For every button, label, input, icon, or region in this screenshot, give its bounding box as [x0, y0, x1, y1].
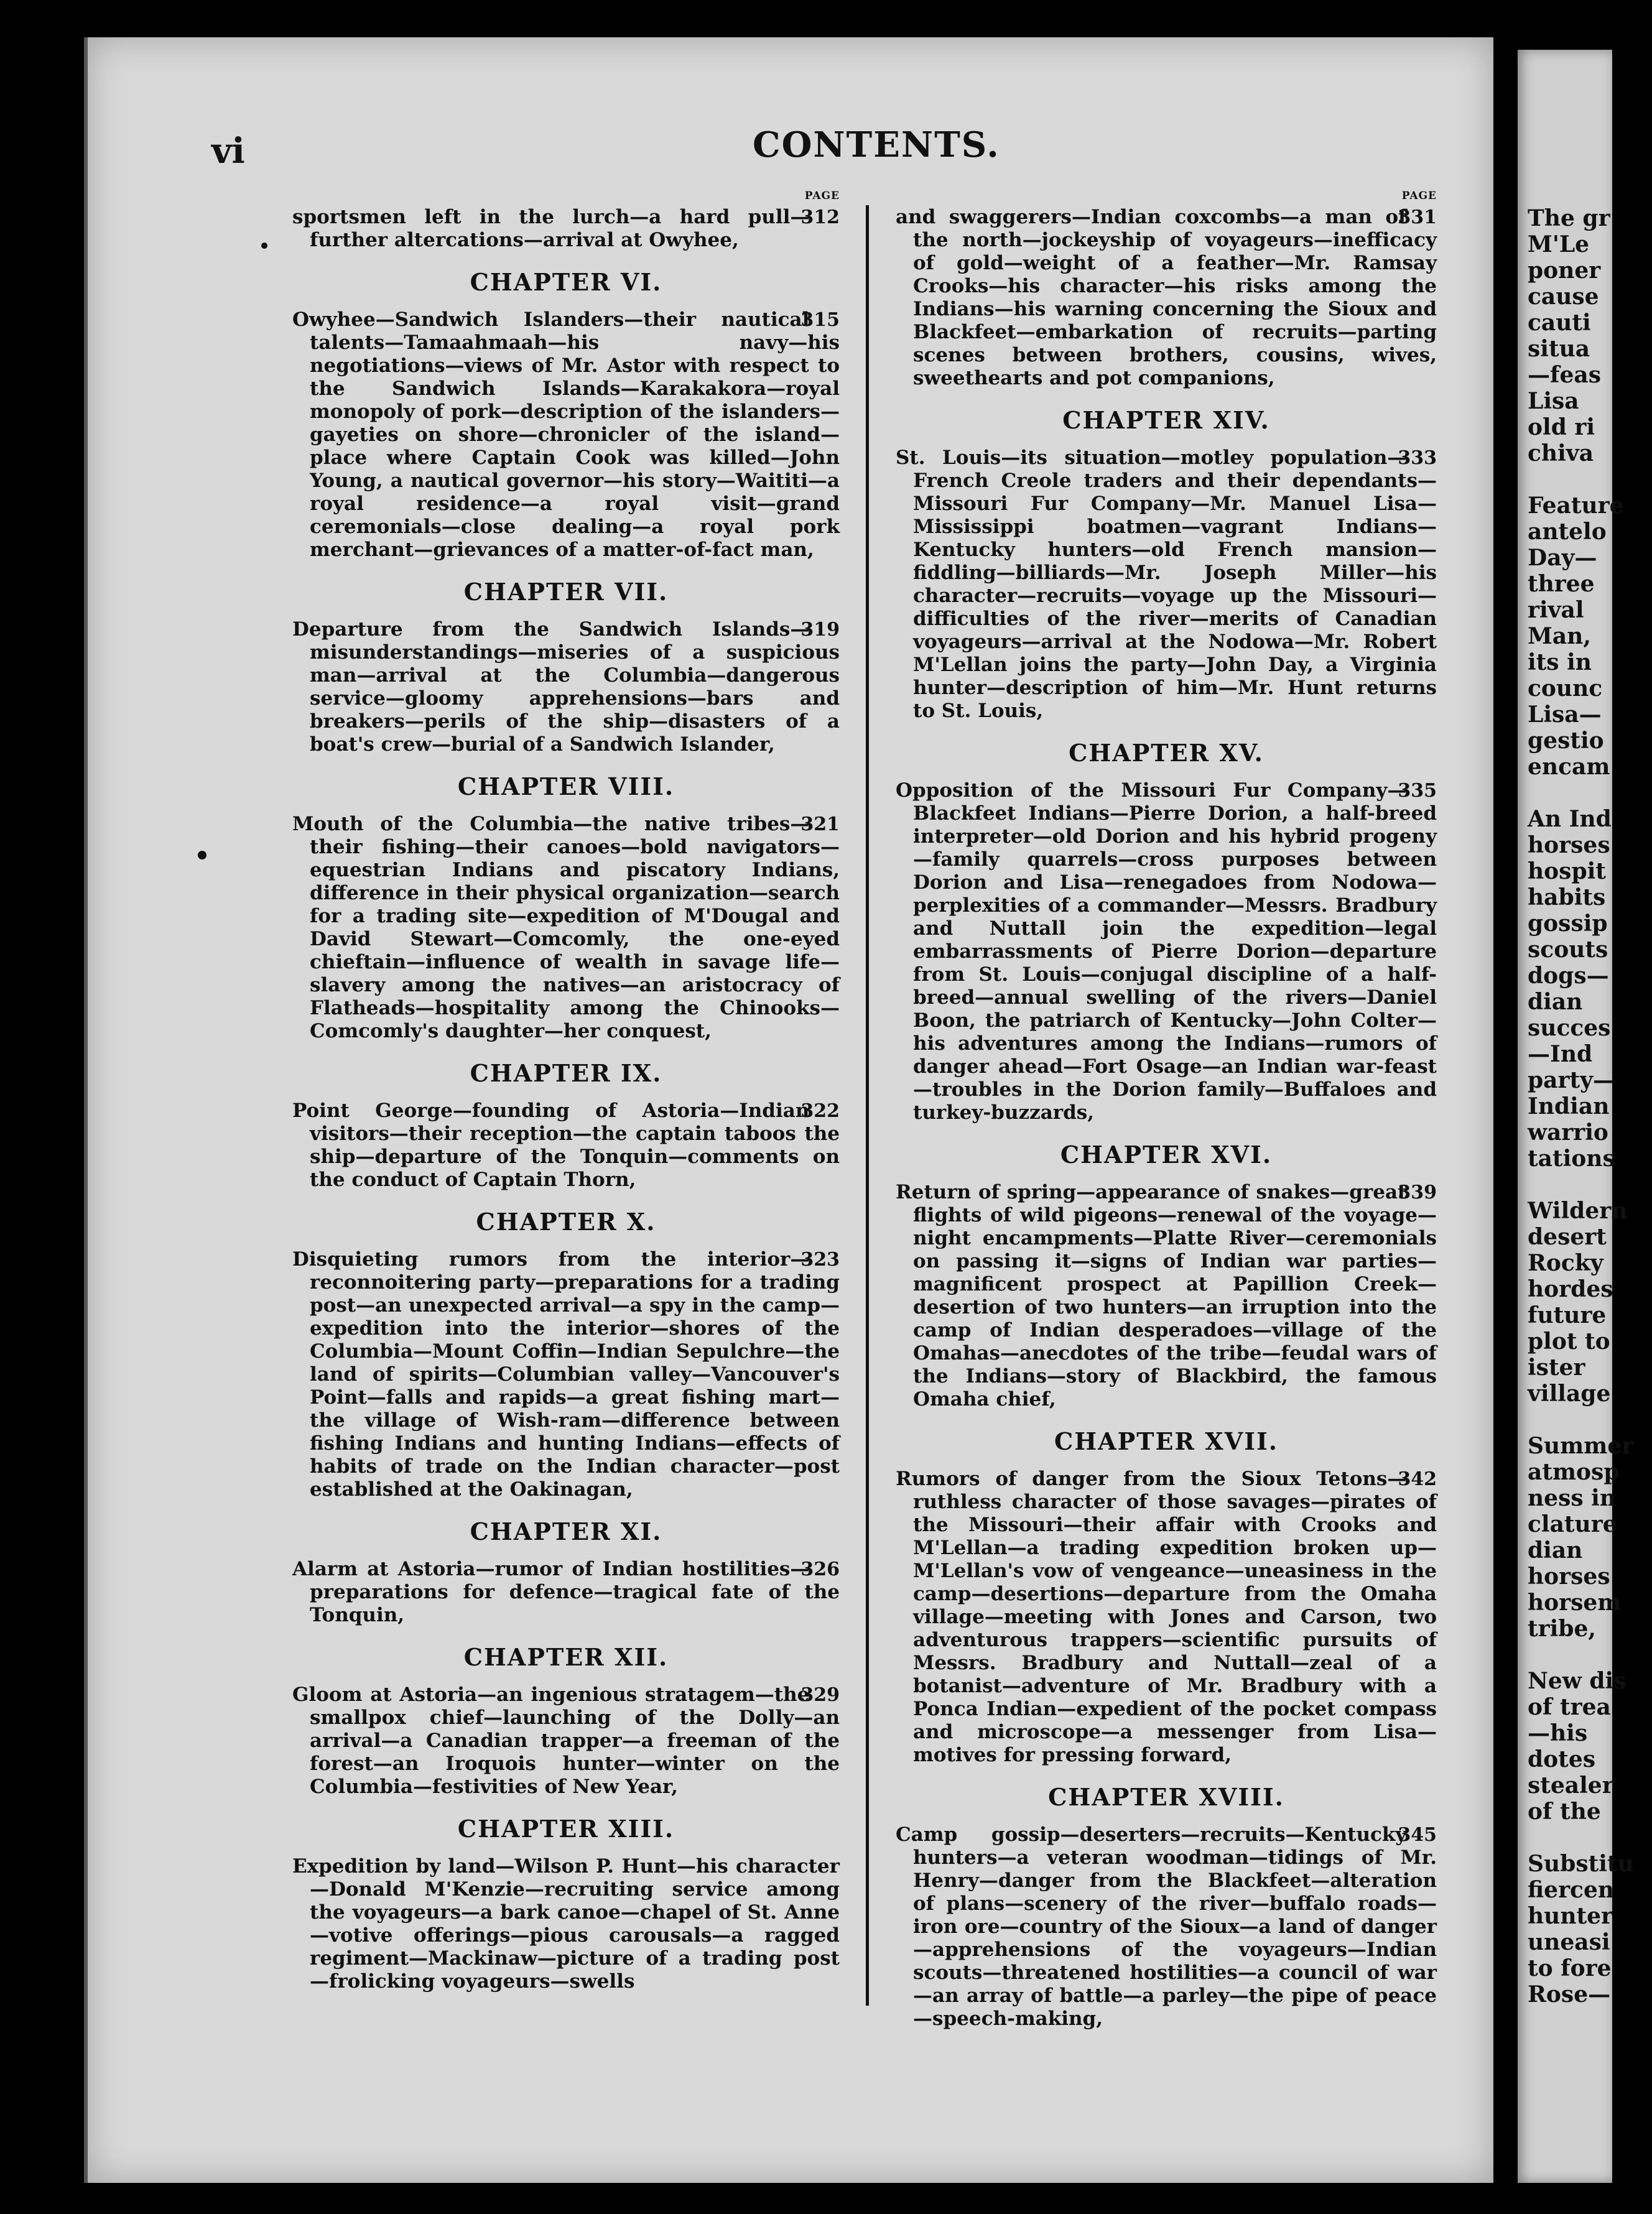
summary-text: Disquieting rumors from the interior—reconnoitering party—preparations for a trading post—an unexpected arrival—a spy in the camp—expedition into the interior—shores of the Columbia—Mount Coffin—Indian Sepulchre—the land of spirits—Columbian valley—Vancouver's Point—falls and rapids—a great fishing mart—the village of Wish-ram—difference between fishing Indians and hunting Indians—effects of habits of trade on the Indian character—post established at the Oakinagan,: [292, 1248, 840, 1501]
adjacent-page-text: hunter: [1528, 1903, 1613, 1929]
chapter-heading: CHAPTER IX.: [470, 1059, 662, 1087]
page-title: CONTENTS.: [753, 124, 1000, 165]
page-reference: 312: [800, 206, 840, 228]
adjacent-page-text: uneasi: [1528, 1929, 1610, 1955]
adjacent-page-text: ister: [1528, 1355, 1585, 1381]
adjacent-page-text: dian: [1528, 989, 1583, 1015]
chapter-heading: CHAPTER XVI.: [1060, 1141, 1273, 1169]
contents-column-right: [896, 190, 1437, 2031]
adjacent-page-text: rival: [1528, 597, 1584, 623]
adjacent-page-text: Feature: [1528, 493, 1624, 519]
chapter-heading: CHAPTER VI.: [470, 268, 662, 296]
adjacent-page-text: gossip: [1528, 910, 1608, 937]
adjacent-page-text: fiercen: [1528, 1877, 1615, 1903]
adjacent-page-text: gestio: [1528, 728, 1604, 754]
page-column-label: PAGE: [804, 190, 840, 202]
adjacent-page-text: —his: [1528, 1720, 1588, 1746]
summary-text: Owyhee—Sandwich Islanders—their nautical talents—Tamaahmaah—his navy—his negotiations—views of Mr. Astor with respect to the Sandwich Islands—Karakakora—royal monopoly of pork—description of the islanders—gayeties on shore—chronicler of the island—place where Captain Cook was killed—John Young, a nautical governor—his story—Waititi—a royal residence—a royal visit—grand ceremonials—close dealing—a royal pork merchant—grievances of a matter-of-fact man,: [292, 308, 840, 561]
chapter-summary: [896, 1181, 1437, 1411]
adjacent-page-text: clature: [1528, 1511, 1617, 1537]
page-reference: 342: [1398, 1468, 1437, 1490]
adjacent-page-text: —feas: [1528, 362, 1601, 388]
adjacent-page-text: dian: [1528, 1537, 1583, 1563]
summary-text: St. Louis—its situation—motley population—French Creole traders and their dependants—Missouri Fur Company—Mr. Manuel Lisa—Mississippi boatmen—vagrant Indians—Kentucky hunters—old French mansion—fiddling—billiards—Mr. Joseph Miller—his character—recruits—voyage up the Missouri—difficulties of the river—merits of Canadian voyageurs—arrival at the Nodowa—Mr. Robert M'Lellan joins the party—John Day, a Virginia hunter—description of him—Mr. Hunt returns to St. Louis,: [896, 447, 1437, 722]
adjacent-page-text: Wildern: [1528, 1198, 1628, 1224]
adjacent-page-text: antelo: [1528, 519, 1607, 545]
adjacent-page-text: cause: [1528, 284, 1599, 310]
adjacent-page-text: Lisa—: [1528, 702, 1602, 728]
chapter-heading: CHAPTER XII.: [463, 1643, 669, 1671]
adjacent-page-text: atmosp: [1528, 1459, 1620, 1485]
chapter-summary: [292, 206, 840, 252]
chapter-summary: [292, 1248, 840, 1501]
adjacent-page-text: habits: [1528, 884, 1606, 910]
chapter-heading: CHAPTER XVIII.: [1048, 1783, 1284, 1811]
page-reference: 345: [1398, 1824, 1437, 1846]
adjacent-page-text: tribe,: [1528, 1616, 1596, 1642]
summary-text: Mouth of the Columbia—the native tribes—their fishing—their canoes—bold navigators—equestrian Indians and piscatory Indians, difference in their physical organization—search for a trading site—expedition of M'Dougal and David Stewart—Comcomly, the one-eyed chieftain—influence of wealth in savage life—slavery among the natives—an aristocracy of Flatheads—hospitality among the Chinooks—Comcomly's daughter—her conquest,: [292, 813, 840, 1042]
chapter-summary: [292, 308, 840, 562]
adjacent-page-text: situa: [1528, 336, 1590, 362]
adjacent-page-text: cauti: [1528, 310, 1591, 336]
adjacent-page-text: warrio: [1528, 1119, 1608, 1146]
page-reference: 323: [800, 1249, 840, 1271]
adjacent-page-text: Lisa: [1528, 388, 1579, 414]
summary-text: Rumors of danger from the Sioux Tetons—ruthless character of those savages—pirates of the Missouri—their affair with Crooks and M'Lellan—a trading expedition broken up—M'Lellan's vow of vengeance—uneasiness in the camp—desertions—departure from the Omaha village—meeting with Jones and Carson, two adventurous trappers—scientific pursuits of Messrs. Bradbury and Nuttall—zeal of a botanist—adventure of Mr. Bradbury with a Ponca Indian—expedient of the pocket compass and microscope—a messenger from Lisa—motives for pressing forward,: [896, 1468, 1437, 1766]
adjacent-page-text: New dis: [1528, 1668, 1626, 1694]
adjacent-page-text: stealer: [1528, 1772, 1614, 1799]
adjacent-page-text: Substitu: [1528, 1851, 1634, 1877]
chapter-summary: [292, 1100, 840, 1192]
chapter-summary: [896, 206, 1437, 390]
adjacent-page-text: scouts: [1528, 937, 1608, 963]
adjacent-page-text: hordes: [1528, 1276, 1613, 1302]
adjacent-page-text: of trea: [1528, 1694, 1611, 1720]
adjacent-page-text: Rose—: [1528, 1981, 1611, 2008]
chapter-heading: CHAPTER XV.: [1069, 739, 1264, 767]
summary-text: Point George—founding of Astoria—Indian visitors—their reception—the captain taboos the ship—departure of the Tonquin—comments on the conduct of Captain Thorn,: [292, 1100, 840, 1191]
chapter-summary: [292, 813, 840, 1043]
summary-text: Camp gossip—deserters—recruits—Kentucky hunters—a veteran woodman—tidings of Mr. Henry—danger from the Blackfeet—alteration of plans—scenery of the river—buffalo roads—iron ore—country of the Sioux—a land of danger—apprehensions of the voyageurs—Indian scouts—threatened hostilities—a council of war—an array of battle—a parley—the pipe of peace—speech-making,: [896, 1823, 1437, 2030]
page-number: vi: [211, 131, 245, 172]
page-reference: 339: [1398, 1182, 1437, 1203]
page-reference: 335: [1398, 780, 1437, 802]
chapter-summary: [896, 1823, 1437, 2031]
adjacent-page-text: tations: [1528, 1146, 1615, 1172]
adjacent-page-text: Day—: [1528, 545, 1597, 571]
page-reference: 329: [800, 1684, 840, 1706]
adjacent-page-text: three: [1528, 571, 1595, 597]
adjacent-page-text: dogs—: [1528, 963, 1609, 989]
chapter-heading: CHAPTER X.: [476, 1208, 656, 1236]
summary-text: Return of spring—appearance of snakes—great flights of wild pigeons—renewal of the voyage—night encampments—Platte River—ceremonials on passing it—signs of Indian war parties—magnificent prospect at Papillion Creek—desertion of two hunters—an irruption into the camp of Indian desperadoes—village of the Omahas—anecdotes of the tribe—feudal wars of the Indians—story of Blackbird, the famous Omaha chief,: [896, 1181, 1437, 1410]
adjacent-page-text: Summer: [1528, 1433, 1634, 1459]
adjacent-page-text: horsem: [1528, 1590, 1622, 1616]
page-column-label: PAGE: [1401, 190, 1437, 202]
adjacent-page-text: —Ind: [1528, 1041, 1593, 1067]
adjacent-page-text: Rocky: [1528, 1250, 1603, 1276]
adjacent-page-text: M'Le: [1528, 231, 1590, 257]
adjacent-page-text: Indian: [1528, 1093, 1610, 1119]
adjacent-page-text: village: [1528, 1381, 1611, 1407]
adjacent-page-text: its in: [1528, 649, 1592, 675]
speck-mark: [198, 851, 206, 859]
chapter-summary: [292, 1684, 840, 1799]
adjacent-page-text: to fore: [1528, 1955, 1612, 1981]
summary-text: Alarm at Astoria—rumor of Indian hostilities—preparations for defence—tragical fate of the Tonquin,: [292, 1558, 840, 1626]
page-reference: 315: [800, 309, 840, 331]
adjacent-page-text: old ri: [1528, 414, 1595, 440]
chapter-summary: [292, 1855, 840, 1993]
page-reference: 319: [800, 619, 840, 641]
summary-text: Departure from the Sandwich Islands—misunderstandings—miseries of a suspicious man—arrival at the Columbia—dangerous service—gloomy apprehensions—bars and breakers—perils of the ship—disasters of a boat's crew—burial of a Sandwich Islander,: [292, 618, 840, 756]
adjacent-page-text: encam: [1528, 754, 1610, 780]
speck-mark: [261, 243, 267, 249]
chapter-summary: [896, 779, 1437, 1124]
column-divider: [866, 205, 869, 2006]
chapter-heading: CHAPTER XIV.: [1062, 406, 1270, 434]
adjacent-page-text: counc: [1528, 675, 1603, 702]
summary-text: and swaggerers—Indian coxcombs—a man of the north—jockeyship of voyageurs—inefficacy of gold—weight of a feather—Mr. Ramsay Crooks—his character—his risks among the Indians—his warning concerning the Sioux and Blackfeet—embarkation of recruits—parting scenes between brothers, cousins, wives, sweethearts and pot companions,: [896, 206, 1437, 389]
adjacent-page-text: plot to: [1528, 1328, 1610, 1355]
summary-text: Opposition of the Missouri Fur Company—Blackfeet Indians—Pierre Dorion, a half-breed interpreter—old Dorion and his hybrid progeny—family quarrels—cross purposes between Dorion and Lisa—renegadoes from Nodowa—perplexities of a commander—Messrs. Bradbury and Nuttall join the expedition—legal embarrassments of Pierre Dorion—departure from St. Louis—conjugal discipline of a half-breed—annual swelling of the rivers—Daniel Boon, the patriarch of Kentucky—John Colter—his adventures among the Indians—rumors of danger ahead—Fort Osage—an Indian war-feast—troubles in the Dorion family—Buffaloes and turkey-buzzards,: [896, 779, 1437, 1124]
adjacent-page-text: An Ind: [1528, 806, 1612, 832]
page-reference: 322: [800, 1100, 840, 1122]
page-reference: 331: [1398, 206, 1437, 228]
page-reference: 333: [1398, 447, 1437, 469]
page-reference: 326: [800, 1559, 840, 1580]
chapter-summary: [292, 618, 840, 756]
adjacent-page-text: horses: [1528, 832, 1610, 858]
chapter-heading: CHAPTER XIII.: [457, 1815, 675, 1843]
summary-text: Expedition by land—Wilson P. Hunt—his character—Donald M'Kenzie—recruiting service among the voyageurs—a bark canoe—chapel of St. Anne—votive offerings—pious carousals—a ragged regiment—Mackinaw—picture of a trading post—frolicking voyageurs—swells: [292, 1855, 840, 1993]
adjacent-page-text: dotes: [1528, 1746, 1595, 1772]
page-reference: 321: [800, 813, 840, 835]
adjacent-page-text: poner: [1528, 257, 1601, 284]
chapter-heading: CHAPTER XVII.: [1054, 1427, 1278, 1455]
contents-column-left: [292, 190, 840, 1993]
adjacent-page-text: of the: [1528, 1799, 1601, 1825]
summary-text: sportsmen left in the lurch—a hard pull—further altercations—arrival at Owyhee,: [292, 206, 810, 251]
adjacent-page-text: succes: [1528, 1015, 1611, 1041]
adjacent-page-text: Man,: [1528, 623, 1591, 649]
adjacent-page-text: desert: [1528, 1224, 1607, 1250]
adjacent-page-strip: [1518, 50, 1634, 2183]
adjacent-page-text: chiva: [1528, 440, 1594, 466]
chapter-summary: [292, 1558, 840, 1627]
adjacent-page-text: horses: [1528, 1563, 1610, 1590]
chapter-heading: CHAPTER XI.: [470, 1517, 662, 1545]
adjacent-page-text: The gr: [1528, 205, 1610, 231]
chapter-summary: [896, 447, 1437, 723]
adjacent-page-text: future: [1528, 1302, 1607, 1328]
chapter-heading: CHAPTER VIII.: [457, 772, 675, 800]
summary-text: Gloom at Astoria—an ingenious stratagem—the smallpox chief—launching of the Dolly—an arrival—a Canadian trapper—a freeman of the forest—an Iroquois hunter—winter on the Columbia—festivities of New Year,: [292, 1684, 840, 1798]
adjacent-page-text: hospit: [1528, 858, 1606, 884]
chapter-heading: CHAPTER VII.: [463, 578, 669, 606]
chapter-summary: [896, 1468, 1437, 1767]
adjacent-page-text: ness in: [1528, 1485, 1616, 1511]
adjacent-page-text: party—: [1528, 1067, 1616, 1093]
